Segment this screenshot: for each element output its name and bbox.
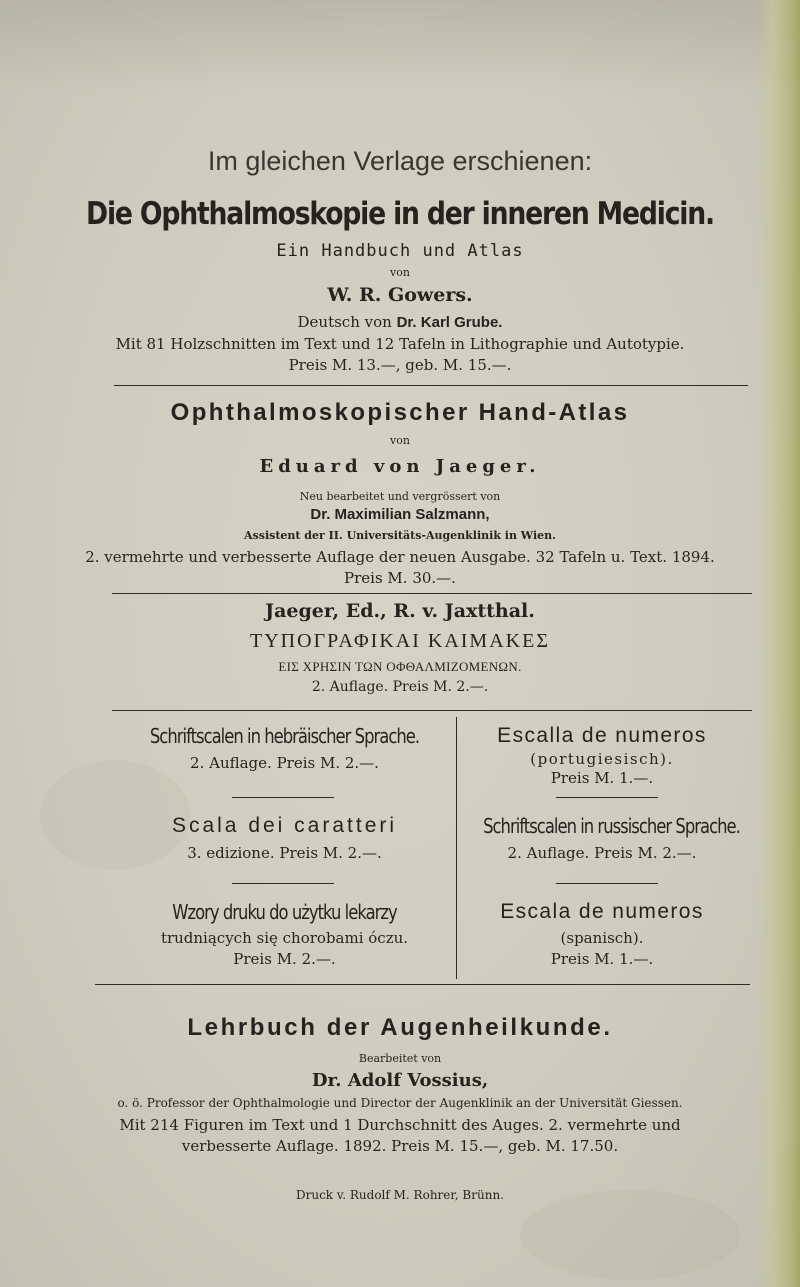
revised-label: Neu bearbeitet und vergrössert von — [299, 490, 501, 503]
chart-detail: (portugiesisch). — [530, 750, 674, 768]
section-divider — [95, 984, 750, 985]
book-description — [0, 547, 800, 589]
price-line: Preis M. 13.—, geb. M. 15.—. — [288, 356, 512, 374]
book-title: Die Ophthalmoskopie in der inneren Medicin. — [86, 196, 714, 232]
chart-title: Schriftscalen in hebräischer Sprache. — [149, 724, 420, 748]
chart-spanish — [457, 900, 747, 968]
chart-price: Preis M. 1.—. — [550, 950, 654, 968]
chart-title: Schriftscalen in russischer Sprache. — [483, 814, 740, 838]
book-description — [0, 334, 800, 376]
by-label: von — [390, 266, 410, 279]
price-line: Preis M. 30.—. — [344, 569, 456, 587]
chart-polish — [112, 900, 457, 968]
chart-detail: (spanisch). — [560, 929, 644, 947]
short-divider — [556, 797, 658, 798]
reviser-name: Dr. Maximilian Salzmann, — [310, 506, 490, 523]
edition-line: 2. vermehrte und verbesserte Auflage der neuen Ausgabe. 32 Tafeln u. Text. 1894. — [85, 548, 715, 566]
chart-title: Escala de numeros — [500, 900, 704, 923]
short-divider — [232, 883, 334, 884]
chart-italian — [112, 814, 457, 862]
chart-hebrew — [112, 724, 457, 772]
description-line: Mit 81 Holzschnitten im Text und 12 Tafeln in Lithographie und Autotypie. — [115, 335, 685, 353]
book-author: W. R. Gowers. — [327, 284, 473, 306]
section-divider — [112, 593, 752, 594]
translator-name: Dr. Karl Grube. — [396, 314, 503, 331]
chart-detail: 2. Auflage. Preis M. 2.—. — [507, 844, 697, 862]
chart-detail: trudniących się chorobami óczu. — [160, 929, 409, 947]
chart-title: Escalla de numeros — [497, 724, 707, 747]
paper-stain — [520, 1190, 740, 1280]
short-divider — [232, 797, 334, 798]
book-subtitle: Ein Handbuch und Atlas — [276, 241, 524, 261]
author-role: o. ö. Professor der Ophthalmologie und Director der Augenklinik an der Universität Giessen. — [117, 1096, 683, 1110]
chart-portuguese — [457, 724, 747, 787]
chart-price: Preis M. 2.—. — [233, 950, 336, 968]
edition-price: 2. Auflage. Preis M. 2.—. — [311, 679, 489, 695]
book-title: Ophthalmoskopischer Hand-Atlas — [170, 399, 630, 426]
chart-russian — [457, 814, 747, 862]
by-label: Bearbeitet von — [358, 1052, 442, 1065]
page-shadow-top — [0, 0, 800, 90]
book-title: Lehrbuch der Augenheilkunde. — [187, 1014, 613, 1041]
description-line: Mit 214 Figuren im Text und 1 Durchschnitt des Auges. 2. vermehrte und — [119, 1116, 681, 1134]
greek-subtitle: ΕΙΣ ΧΡΗΣΙΝ ΤΩΝ ΟΦΘΑΛΜΙΖΟΜΕΝΩΝ. — [278, 659, 522, 674]
chart-detail: 3. edizione. Preis M. 2.—. — [187, 844, 382, 862]
translator-prefix: Deutsch von — [297, 313, 392, 331]
chart-price: Preis M. 1.—. — [550, 769, 654, 787]
book-author: Eduard von Jaeger. — [259, 456, 541, 477]
book-title: Jaeger, Ed., R. v. Jaxtthal. — [265, 600, 535, 622]
book-author: Dr. Adolf Vossius, — [311, 1070, 489, 1091]
greek-title: ΤΥΠΟΓΡΑΦΙΚΑΙ ΚΑΙΜΑΚΕΣ — [250, 630, 550, 652]
short-divider — [556, 883, 658, 884]
by-label: von — [390, 434, 410, 447]
description-line-2: verbesserte Auflage. 1892. Preis M. 15.—, geb. M. 17.50. — [181, 1137, 619, 1155]
printer-imprint: Druck v. Rudolf M. Rohrer, Brünn. — [296, 1188, 504, 1202]
section-divider — [112, 710, 752, 711]
translator-line — [0, 313, 800, 331]
chart-detail: 2. Auflage. Preis M. 2.—. — [190, 754, 379, 772]
publisher-heading: Im gleichen Verlage erschienen: — [207, 146, 593, 176]
chart-title: Scala dei caratteri — [171, 814, 398, 837]
reviser-role: Assistent der II. Universitäts-Augenklinik in Wien. — [244, 529, 556, 542]
section-divider — [114, 385, 748, 386]
chart-title: Wzory druku do użytku lekarzy — [172, 900, 397, 924]
book-description — [0, 1115, 800, 1157]
